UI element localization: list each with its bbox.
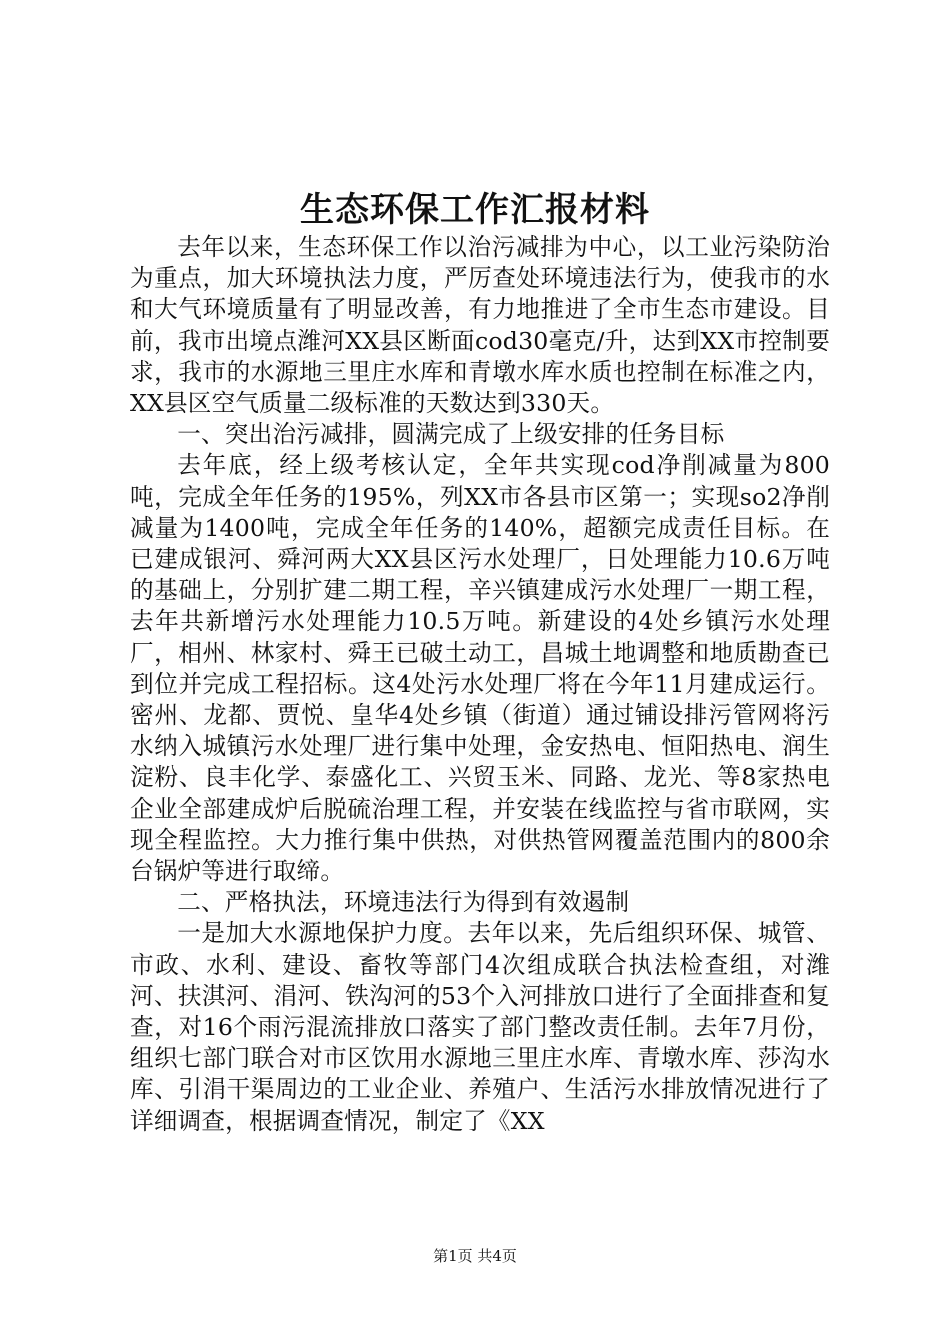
document-body xyxy=(130,232,830,1137)
page-number-footer: 第1页 共4页 xyxy=(433,1247,517,1265)
section-heading-2: 二、严格执法，环境违法行为得到有效遏制 xyxy=(177,888,630,917)
section-2-paragraph: 一是加大水源地保护力度。去年以来，先后组织环保、城管、市政、水利、建设、畜牧等部门4次组成联合执法检查组，对潍河、扶淇河、涓河、铁沟河的53个入河排放口进行了全面排查和复查，对16个雨污混流排放口落实了部门整改责任制。去年7月份，组织七部门联合对市区饮用水源地三里庄水库、青墩水库、莎沟水库、引涓干渠周边的工业企业、养殖户、生活污水排放情况进行了详细调查，根据调查情况，制定了《XX xyxy=(130,919,830,1135)
section-1-paragraph: 去年底，经上级考核认定，全年共实现cod净削减量为800吨，完成全年任务的195%，列XX市各县市区第一；实现so2净削减量为1400吨，完成全年任务的140%，超额完成责任目标。在已建成银河、舜河两大XX县区污水处理厂，日处理能力10.6万吨的基础上，分别扩建二期工程，辛兴镇建成污水处理厂一期工程，去年共新增污水处理能力10.5万吨。新建设的4处乡镇污水处理厂，相州、林家村、舜王已破土动工，昌城土地调整和地质勘查已到位并完成工程招标。这4处污水处理厂将在今年11月建成运行。密州、龙都、贾悦、皇华4处乡镇（街道）通过铺设排污管网将污水纳入城镇污水处理厂进行集中处理，金安热电、恒阳热电、润生淀粉、良丰化学、泰盛化工、兴贸玉米、同路、龙光、等8家热电企业全部建成炉后脱硫治理工程，并安装在线监控与省市联网，实现全程监控。大力推行集中供热，对供热管网覆盖范围内的800余台锅炉等进行取缔。 xyxy=(130,451,830,886)
section-heading-1: 一、突出治污减排，圆满完成了上级安排的任务目标 xyxy=(177,420,725,449)
intro-paragraph: 去年以来，生态环保工作以治污减排为中心，以工业污染防治为重点，加大环境执法力度，严厉查处环境违法行为，使我市的水和大气环境质量有了明显改善，有力地推进了全市生态市建设。目前，我市出境点潍河XX县区断面cod30毫克/升，达到XX市控制要求，我市的水源地三里庄水库和青墩水库水质也控制在标准之内，XX县区空气质量二级标准的天数达到330天。 xyxy=(130,233,830,418)
document-title: 生态环保工作汇报材料 xyxy=(300,190,650,230)
